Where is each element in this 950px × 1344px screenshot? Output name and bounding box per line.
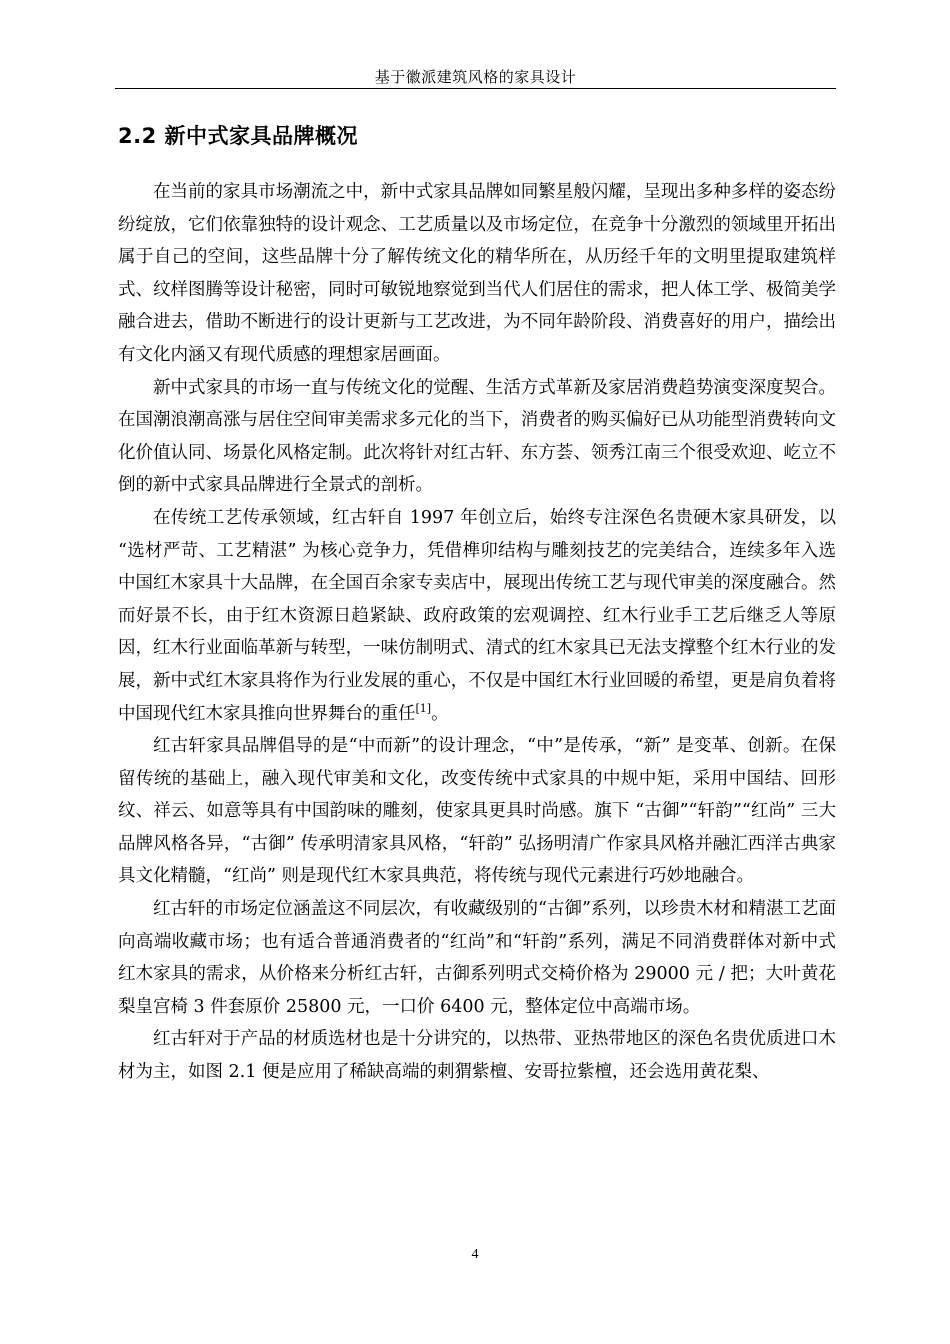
paragraph-3-end: 。 <box>431 703 449 724</box>
paragraph-2: 新中式家具的市场一直与传统文化的觉醒、生活方式革新及家居消费趋势演变深度契合。在国潮浪潮高涨与居住空间审美需求多元化的当下，消费者的购买偏好已从功能型消费转向文化价值认同、场景化风格定制。此次将针对红古轩、东方荟、领秀江南三个很受欢迎、屹立不倒的新中式家具品牌进行全景式的剖析。 <box>118 377 836 496</box>
paragraph-4: 红古轩家具品牌倡导的是“中而新”的设计理念，“中”是传承，“新” 是变革、创新。在保留传统的基础上，融入现代审美和文化，改变传统中式家具的中规中矩，采用中国结、回形纹、祥云、如意等具有中国韵味的雕刻，使家具更具时尚感。旗下 “古御”“轩韵”“红尚” 三大品牌风格各异，“古御” 传承明清家具风格，“轩韵” 弘扬明清广作家具风格并融汇西洋古典家具文化精髓，“红尚” 则是现代红木家具典范，将传统与现代元素进行巧妙地融合。 <box>118 736 836 887</box>
section-title: 2.2 新中式家具品牌概况 <box>118 124 359 148</box>
paragraph-1: 在当前的家具市场潮流之中，新中式家具品牌如同繁星般闪耀，呈现出多种多样的姿态纷纷绽放，它们依靠独特的设计观念、工艺质量以及市场定位，在竞争十分激烈的领域里开拓出属于自己的空间，这些品牌十分了解传统文化的精华所在，从历经千年的文明里提取建筑样式、纹样图腾等设计秘密，同时可敏锐地察觉到当代人们居住的需求，把人体工学、极简美学融合进去，借助不断进行的设计更新与工艺改进，为不同年龄阶段、消费喜好的用户，描绘出有文化内涵又有现代质感的理想家居画面。 <box>118 182 836 365</box>
paragraph-5: 红古轩的市场定位涵盖这不同层次，有收藏级别的“古御”系列，以珍贵木材和精湛工艺面向高端收藏市场；也有适合普通消费者的“红尚”和“轩韵”系列，满足不同消费群体对新中式红木家具的需求，从价格来分析红古轩，古御系列明式交椅价格为 29000 元 / 把；大叶黄花梨皇宫椅 3 件套原价 25800 元，一口价 6400 元，整体定位中高端市场。 <box>118 899 836 1017</box>
citation-ref[interactable]: [1] <box>415 701 432 715</box>
page-number: 4 <box>471 1247 479 1262</box>
header-rule <box>115 88 836 89</box>
paragraph-3-text: 在传统工艺传承领域，红古轩自 1997 年创立后，始终专注深色名贵硬木家具研发，以 “选材严苛、工艺精湛” 为核心竞争力，凭借榫卯结构与雕刻技艺的完美结合，连续多年入选中国红木家具十大品牌，在全国百余家专卖店中，展现出传统工艺与现代审美的深度融合。然而好景不长，由于红木资源日趋紧缺、政府政策的宏观调控、红木行业手工艺后继乏人等原因，红木行业面临革新与转型，一味仿制明式、清式的红木家具已无法支撑整个红木行业的发展，新中式红木家具将作为行业发展的重心，不仅是中国红木行业回暖的希望，更是肩负着将中国现代红木家具推向世界舞台的重任 <box>118 507 836 724</box>
paragraph-3 <box>118 502 836 730</box>
body-text <box>118 176 836 1089</box>
running-header: 基于徽派建筑风格的家具设计 <box>374 68 577 86</box>
paragraph-6: 红古轩对于产品的材质选材也是十分讲究的，以热带、亚热带地区的深色名贵优质进口木材为主，如图 2.1 便是应用了稀缺高端的刺猬紫檀、安哥拉紫檀，还会选用黄花梨、 <box>118 1029 836 1083</box>
